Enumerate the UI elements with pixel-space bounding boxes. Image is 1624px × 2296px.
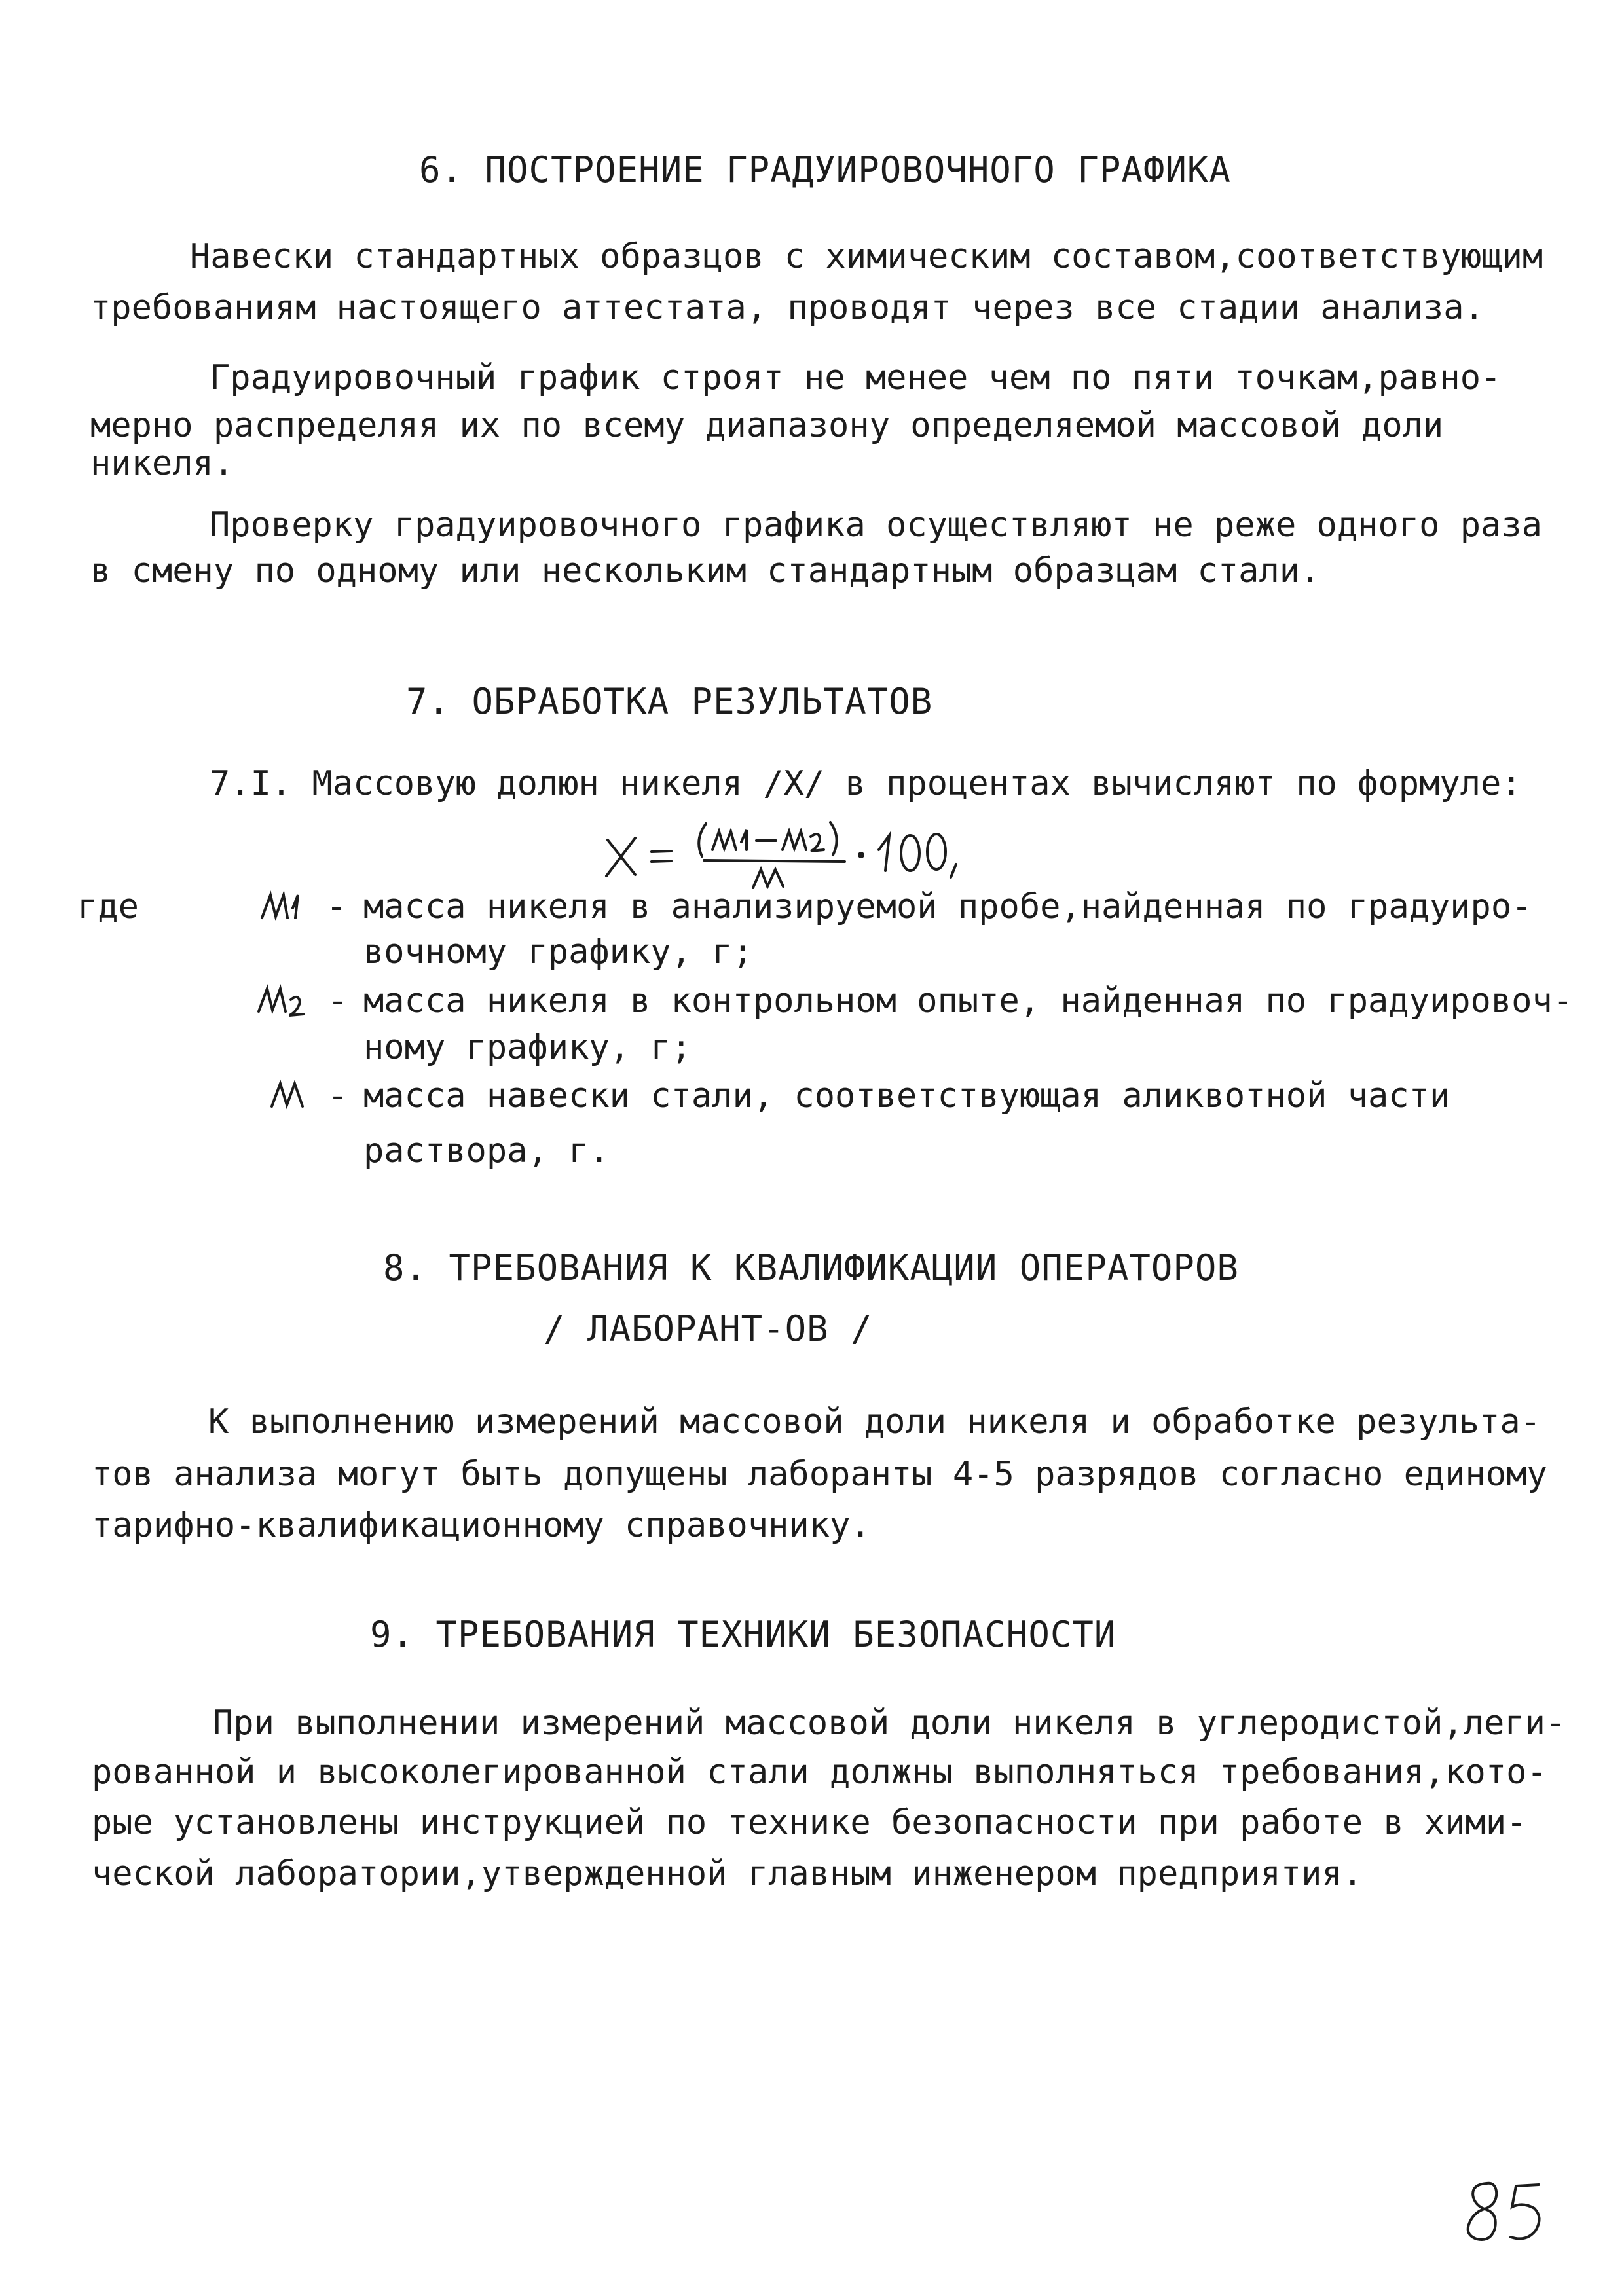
- section-6-line-2: требованиям настоящего аттестата, проводят через все стадии анализа.: [90, 288, 1485, 327]
- section-6-line-6: Проверку градуировочного графика осуществляют не реже одного раза: [210, 505, 1542, 545]
- symbol-m1: [259, 885, 370, 931]
- definition-1-dash: -: [326, 887, 347, 926]
- definition-2-dash: -: [327, 981, 348, 1021]
- symbol-m2: [255, 979, 367, 1025]
- definition-2-line-1: масса никеля в контрольном опыте, найденная по градуировоч-: [363, 981, 1574, 1021]
- page-number-handwritten: [1457, 2177, 1562, 2249]
- section-9-line-3: рые установлены инструкцией по технике безопасности при работе в хими-: [92, 1803, 1527, 1842]
- section-9-line-1: При выполнении измерений массовой доли никеля в углеродистой,леги-: [213, 1704, 1566, 1743]
- symbol-m1-glyph: [259, 885, 370, 931]
- formula-handwritten: [589, 804, 1087, 889]
- where-label: где: [77, 887, 139, 926]
- section-7-intro: 7.I. Массовую долюн никеля /X/ в процентах вычисляют по формуле:: [210, 764, 1522, 803]
- section-6-line-1: Навески стандартных образцов с химическим составом,соответствующим: [190, 237, 1543, 276]
- definition-3-line-2: раствора, г.: [363, 1131, 610, 1171]
- section-6-line-4: мерно распределяя их по всему диапазону определяемой массовой доли: [90, 406, 1444, 445]
- nickel-fraction-formula: [589, 804, 1087, 889]
- section-6-line-7: в смену по одному или нескольким стандартным образцам стали.: [90, 551, 1321, 591]
- definition-2-line-2: ному графику, г;: [363, 1028, 692, 1067]
- section-8-line-1: К выполнению измерений массовой доли никеля и обработке результа-: [208, 1402, 1541, 1442]
- symbol-m2-glyph: [255, 979, 367, 1025]
- section-9-heading: 9. ТРЕБОВАНИЯ ТЕХНИКИ БЕЗОПАСНОСТИ: [370, 1614, 1116, 1655]
- definition-1-line-2: вочному графику, г;: [363, 932, 753, 972]
- section-8-heading-line-2: / ЛАБОРАНТ-ОВ /: [544, 1308, 873, 1349]
- section-6-line-3: Градуировочный график строят не менее чем по пяти точкам,равно-: [210, 358, 1502, 397]
- definition-3-dash: -: [327, 1076, 348, 1116]
- definition-3-line-1: масса навески стали, соответствующая аликвотной части: [363, 1076, 1450, 1116]
- section-6-heading: 6. ПОСТРОЕНИЕ ГРАДУИРОВОЧНОГО ГРАФИКА: [419, 149, 1231, 191]
- section-8-line-2: тов анализа могут быть допущены лаборанты 4-5 разрядов согласно единому: [92, 1455, 1547, 1494]
- section-8-line-3: тарифно-квалификационному справочнику.: [92, 1506, 871, 1545]
- section-8-heading-line-1: 8. ТРЕБОВАНИЯ К КВАЛИФИКАЦИИ ОПЕРАТОРОВ: [383, 1247, 1239, 1288]
- definition-1-line-1: масса никеля в анализируемой пробе,найденная по градуиро-: [363, 887, 1532, 926]
- section-6-line-5: никеля.: [90, 444, 234, 483]
- section-7-heading: 7. ОБРАБОТКА РЕЗУЛЬТАТОВ: [406, 681, 933, 722]
- section-9-line-4: ческой лаборатории,утвержденной главным инженером предприятия.: [92, 1854, 1363, 1893]
- page-number: [1457, 2177, 1562, 2249]
- section-9-line-2: рованной и высоколегированной стали должны выполняться требования,кото-: [92, 1753, 1547, 1792]
